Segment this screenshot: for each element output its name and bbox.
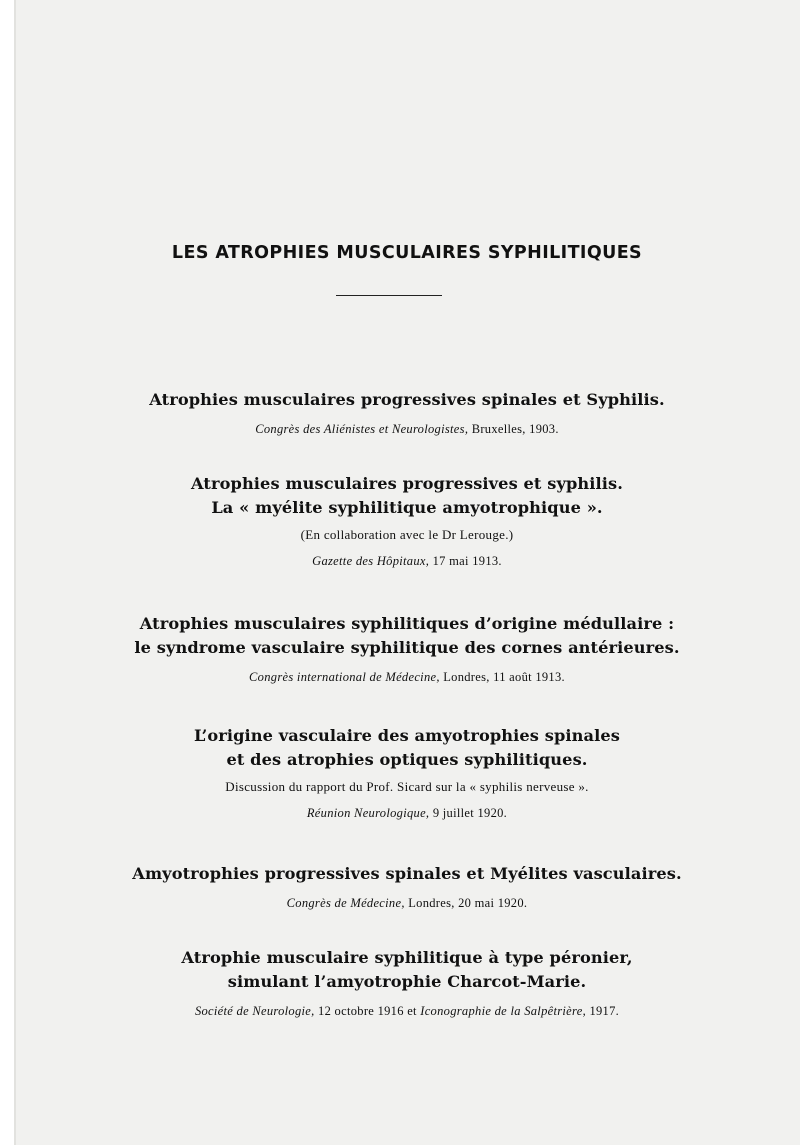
entry-source	[14, 1002, 800, 1020]
page-title: LES ATROPHIES MUSCULAIRES SYPHILITIQUES	[171, 243, 643, 263]
bibliography-entry-4	[14, 724, 800, 822]
bibliography-entry-3	[14, 612, 800, 686]
bibliography-entry-2	[14, 472, 800, 570]
bibliography-entry-5	[14, 862, 800, 912]
entry-source	[14, 668, 800, 686]
entry-title	[14, 724, 800, 772]
source-details: 17 mai 1913.	[432, 554, 502, 568]
entry-title-line: Atrophies musculaires progressives et syphilis.	[191, 474, 623, 493]
entry-source	[14, 894, 800, 912]
entry-title-line: Atrophies musculaires syphilitiques d’origine médullaire :	[139, 614, 675, 633]
entry-note: (En collaboration avec le Dr Lerouge.)	[300, 527, 514, 542]
entry-title-line: L’origine vasculaire des amyotrophies spinales	[194, 726, 620, 745]
bibliography-list	[14, 388, 800, 1020]
source-venue-2: Iconographie de la Salpêtrière,	[420, 1004, 586, 1018]
entry-title-line: simulant l’amyotrophie Charcot-Marie.	[227, 972, 587, 991]
entry-title	[14, 946, 800, 994]
source-details: Londres, 20 mai 1920.	[408, 896, 528, 910]
entry-title-line: Amyotrophies progressives spinales et Myélites vasculaires.	[132, 864, 682, 883]
source-details: Bruxelles, 1903.	[471, 422, 559, 436]
document-page	[14, 0, 800, 1145]
source-details: 9 juillet 1920.	[432, 806, 508, 820]
title-divider	[336, 295, 442, 296]
entry-title-line: et des atrophies optiques syphilitiques.	[226, 750, 588, 769]
source-venue: Congrès international de Médecine,	[249, 670, 440, 684]
entry-source	[14, 420, 800, 438]
source-venue: Réunion Neurologique,	[306, 806, 430, 820]
source-venue: Congrès de Médecine,	[286, 896, 405, 910]
entry-source	[14, 804, 800, 822]
entry-title-line: La « myélite syphilitique amyotrophique ».	[211, 498, 603, 517]
source-details: Londres, 11 août 1913.	[443, 670, 565, 684]
bibliography-entry-1	[14, 388, 800, 438]
source-venue: Gazette des Hôpitaux,	[312, 554, 430, 568]
entry-title	[14, 862, 800, 886]
entry-title	[14, 472, 800, 520]
entry-source	[14, 552, 800, 570]
source-venue: Congrès des Aliénistes et Neurologistes,	[255, 422, 469, 436]
entry-title	[14, 388, 800, 412]
entry-title	[14, 612, 800, 660]
source-details-2: 1917.	[589, 1004, 620, 1018]
source-venue: Société de Neurologie,	[194, 1004, 315, 1018]
entry-title-line: Atrophie musculaire syphilitique à type péronier,	[181, 948, 633, 967]
bibliography-entry-6	[14, 946, 800, 1020]
entry-note: Discussion du rapport du Prof. Sicard sur la « syphilis nerveuse ».	[225, 779, 589, 794]
source-details: 12 octobre 1916 et	[318, 1004, 417, 1018]
entry-title-line: Atrophies musculaires progressives spinales et Syphilis.	[149, 390, 665, 409]
entry-title-line: le syndrome vasculaire syphilitique des cornes antérieures.	[134, 638, 680, 657]
